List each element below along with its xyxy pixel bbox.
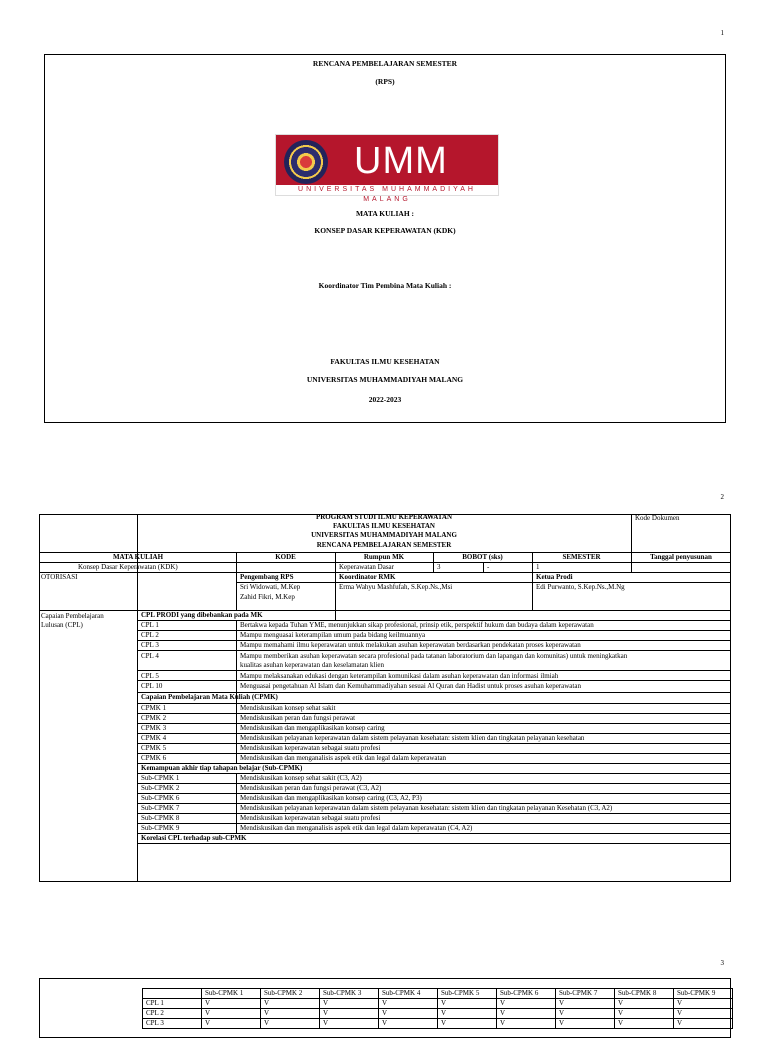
- header-line: FAKULTAS ILMU KESEHATAN: [333, 522, 435, 530]
- matrix-header: Sub-CPMK 6: [497, 989, 556, 999]
- header-line: RENCANA PEMBELAJARAN SEMESTER: [316, 541, 452, 549]
- cpl-text: Mampu memberikan asuhan keperawatan secara profesional pada tatanan laboratorium dan lapangan dan komunitas) untuk meningkatkan: [240, 652, 628, 660]
- kaprodi-label: Ketua Prodi: [536, 573, 573, 581]
- col-header: Rumpun MK: [363, 553, 405, 561]
- cpl-text: Mampu memahami ilmu keperawatan untuk melakukan asuhan keperawatan berdasarkan pendekatan proses keperawatan: [240, 641, 581, 649]
- subcpmk-code: Sub-CPMK 6: [141, 794, 180, 802]
- col-header: BOBOT (sks): [462, 553, 503, 561]
- cpmk-text: Mendiskusikan dan menganalisis aspek etik dan legal dalam keperawatan: [240, 754, 447, 762]
- matrix-header: Sub-CPMK 2: [261, 989, 320, 999]
- matrix-cell: V: [615, 1009, 674, 1019]
- cpmk-text: Mendiskusikan dan mengaplikasikan konsep caring: [240, 724, 385, 732]
- subcpmk-text: Mendiskusikan konsep sehat sakit (C3, A2): [240, 774, 362, 782]
- cpmk-text: Mendiskusikan peran dan fungsi perawat: [240, 714, 356, 722]
- matrix-cell: V: [674, 999, 733, 1009]
- cpmk-code: CPMK 4: [141, 734, 167, 742]
- subcpmk-code: Sub-CPMK 1: [141, 774, 180, 782]
- cpl-code: CPL 10: [141, 682, 163, 690]
- header-line: UNIVERSITAS MUHAMMADIYAH MALANG: [311, 531, 457, 539]
- subcpmk-text: Mendiskusikan dan menganalisis aspek etik dan legal dalam keperawatan (C4, A2): [240, 824, 473, 832]
- subcpmk-code: Sub-CPMK 8: [141, 814, 180, 822]
- bobot-cell: 3: [437, 563, 441, 571]
- subcpmk-code: Sub-CPMK 2: [141, 784, 180, 792]
- cpl-code: CPL 4: [141, 652, 159, 660]
- cpl-text: Bertakwa kepada Tuhan YME, menunjukkan sikap profesional, prinsip etik, perspektif hukum dan budaya dalam keperawatan: [240, 621, 594, 629]
- matrix-cell: V: [320, 999, 379, 1009]
- doc-code-label: Kode Dokumen: [635, 514, 680, 522]
- matrix-row-label: CPL 3: [143, 1019, 202, 1029]
- matrix-cell: V: [261, 1009, 320, 1019]
- header-line: PROGRAM STUDI ILMU KEPERAWATAN: [315, 513, 453, 521]
- matrix-cell: V: [261, 1019, 320, 1029]
- pengembang-name: Sri Widowati, M.Kep: [240, 583, 301, 591]
- pengembang-label: Pengembang RPS: [240, 573, 294, 581]
- matrix-corner: [143, 989, 202, 999]
- cpmk-heading: Capaian Pembelajaran Mata Kuliah (CPMK): [141, 693, 278, 701]
- bobot-cell: -: [487, 563, 490, 571]
- cpmk-text: Mendiskusikan konsep sehat sakit: [240, 704, 336, 712]
- subcpmk-text: Mendiskusikan keperawatan sebagai suatu profesi: [240, 814, 381, 822]
- cpmk-text: Mendiskusikan keperawatan sebagai suatu profesi: [240, 744, 381, 752]
- subcpmk-text: Mendiskusikan peran dan fungsi perawat (C3, A2): [240, 784, 382, 792]
- matrix-cell: V: [379, 1009, 438, 1019]
- page-number: 2: [720, 493, 724, 501]
- matrix-cell: V: [438, 1019, 497, 1029]
- matrix-cell: V: [497, 999, 556, 1009]
- cpmk-code: CPMK 3: [141, 724, 167, 732]
- logo-text: UMM: [354, 140, 448, 182]
- matrix-cell: V: [556, 1009, 615, 1019]
- subcpmk-code: Sub-CPMK 7: [141, 804, 180, 812]
- matrix-cell: V: [379, 1019, 438, 1029]
- matrix-cell: V: [615, 1019, 674, 1029]
- capaian-label: Capaian Pembelajaran: [41, 612, 104, 620]
- subcpmk-code: Sub-CPMK 9: [141, 824, 180, 832]
- matrix-cell: V: [202, 999, 261, 1009]
- matrix-header: Sub-CPMK 1: [202, 989, 261, 999]
- matrix-header: Sub-CPMK 9: [674, 989, 733, 999]
- matrix-cell: V: [556, 999, 615, 1009]
- col-header: Tanggal penyusunan: [650, 553, 712, 561]
- faculty-name: FAKULTAS ILMU KESEHATAN: [330, 357, 440, 366]
- cpl-code: CPL 2: [141, 631, 159, 639]
- capaian-label: Lulusan (CPL): [41, 621, 83, 629]
- logo-subtext: UNIVERSITAS MUHAMMADIYAH MALANG: [276, 185, 498, 195]
- col-header: SEMESTER: [562, 553, 601, 561]
- matrix-cell: V: [438, 999, 497, 1009]
- col-header: KODE: [275, 553, 296, 561]
- matrix-cell: V: [615, 999, 674, 1009]
- matrix-cell: V: [202, 1019, 261, 1029]
- koordinator-name: Erma Wahyu Mashfufah, S.Kep.Ns.,Msi: [339, 583, 453, 591]
- course-name-cell: Konsep Dasar Keperawatan (KDK): [78, 563, 178, 571]
- cover-abbr: (RPS): [375, 77, 395, 86]
- matrix-row-label: CPL 2: [143, 1009, 202, 1019]
- cpmk-code: CPMK 6: [141, 754, 167, 762]
- matrix-cell: V: [379, 999, 438, 1009]
- correlation-matrix: [142, 988, 733, 1029]
- umm-logo: [276, 135, 498, 203]
- matrix-header: Sub-CPMK 5: [438, 989, 497, 999]
- matrix-cell: V: [202, 1009, 261, 1019]
- university-name: UNIVERSITAS MUHAMMADIYAH MALANG: [306, 375, 464, 384]
- cpl-code: CPL 3: [141, 641, 159, 649]
- cover-title: RENCANA PEMBELAJARAN SEMESTER: [312, 59, 458, 68]
- cpmk-code: CPMK 1: [141, 704, 167, 712]
- matrix-cell: V: [320, 1019, 379, 1029]
- matrix-header: Sub-CPMK 3: [320, 989, 379, 999]
- pengembang-name: Zahid Fikri, M.Kep: [240, 593, 295, 601]
- rumpun-cell: Keperawatan Dasar: [339, 563, 394, 571]
- cpl-code: CPL 1: [141, 621, 159, 629]
- koordinator-label: Koordinator RMK: [339, 573, 396, 581]
- matrix-header: Sub-CPMK 7: [556, 989, 615, 999]
- matrix-cell: V: [438, 1009, 497, 1019]
- matrix-cell: V: [674, 1019, 733, 1029]
- kaprodi-name: Edi Purwanto, S.Kep.Ns.,M.Ng: [536, 583, 625, 591]
- cover-page: [44, 54, 726, 423]
- matrix-cell: V: [674, 1009, 733, 1019]
- matrix-cell: V: [556, 1019, 615, 1029]
- page-number: 1: [720, 29, 724, 37]
- cpmk-text: Mendiskusikan pelayanan keperawatan dalam sistem pelayanan kesehatan: sistem klien dan tingkatan pelayanan kesehatan: [240, 734, 585, 742]
- matrix-header: Sub-CPMK 4: [379, 989, 438, 999]
- subcpmk-heading: Kemampuan akhir tiap tahapan belajar (Sub-CPMK): [141, 764, 303, 772]
- course-name: KONSEP DASAR KEPERAWATAN (KDK): [314, 226, 456, 235]
- col-header: MATA KULIAH: [112, 553, 164, 561]
- matrix-header: Sub-CPMK 8: [615, 989, 674, 999]
- matrix-cell: V: [497, 1019, 556, 1029]
- cpmk-code: CPMK 2: [141, 714, 167, 722]
- cpmk-code: CPMK 5: [141, 744, 167, 752]
- cpl-code: CPL 5: [141, 672, 159, 680]
- korelasi-heading: Korelasi CPL terhadap sub-CPMK: [141, 834, 247, 842]
- matrix-row-label: CPL 1: [143, 999, 202, 1009]
- page-number: 3: [720, 959, 724, 967]
- cpl-text: Mampu menguasai keterampilan umum pada bidang keilmuannya: [240, 631, 426, 639]
- subcpmk-text: Mendiskusikan dan mengaplikasikan konsep caring (C3, A2, P3): [240, 794, 422, 802]
- cpl-text: Menguasai pengetahuan Al Islam dan Kemuhammadiyahan sesuai Al Quran dan Hadist untuk proses asuhan keperawatan: [240, 682, 581, 690]
- matrix-cell: V: [261, 999, 320, 1009]
- cpl-text: kualitas asuhan keperawatan dan keselamatan klien: [240, 661, 385, 669]
- cpl-text: Mampu melaksanakan edukasi dengan keterampilan komunikasi dalam asuhan keperawatan dan informasi ilmiah: [240, 672, 559, 680]
- semester-cell: 1: [536, 563, 540, 571]
- otorisasi-label: OTORISASI: [41, 573, 78, 581]
- university-seal-icon: [284, 140, 328, 184]
- matrix-cell: V: [497, 1009, 556, 1019]
- subcpmk-text: Mendiskusikan pelayanan keperawatan dalam sistem pelayanan kesehatan: sistem klien dan tingkatan pelayanan Kesehatan (C3, A2): [240, 804, 613, 812]
- course-label: MATA KULIAH :: [355, 209, 415, 218]
- coordinator-label: Koordinator Tim Pembina Mata Kuliah :: [318, 281, 452, 290]
- academic-year: 2022-2023: [368, 395, 402, 404]
- matrix-cell: V: [320, 1009, 379, 1019]
- cpl-heading: CPL PRODI yang dibebankan pada MK: [141, 611, 263, 619]
